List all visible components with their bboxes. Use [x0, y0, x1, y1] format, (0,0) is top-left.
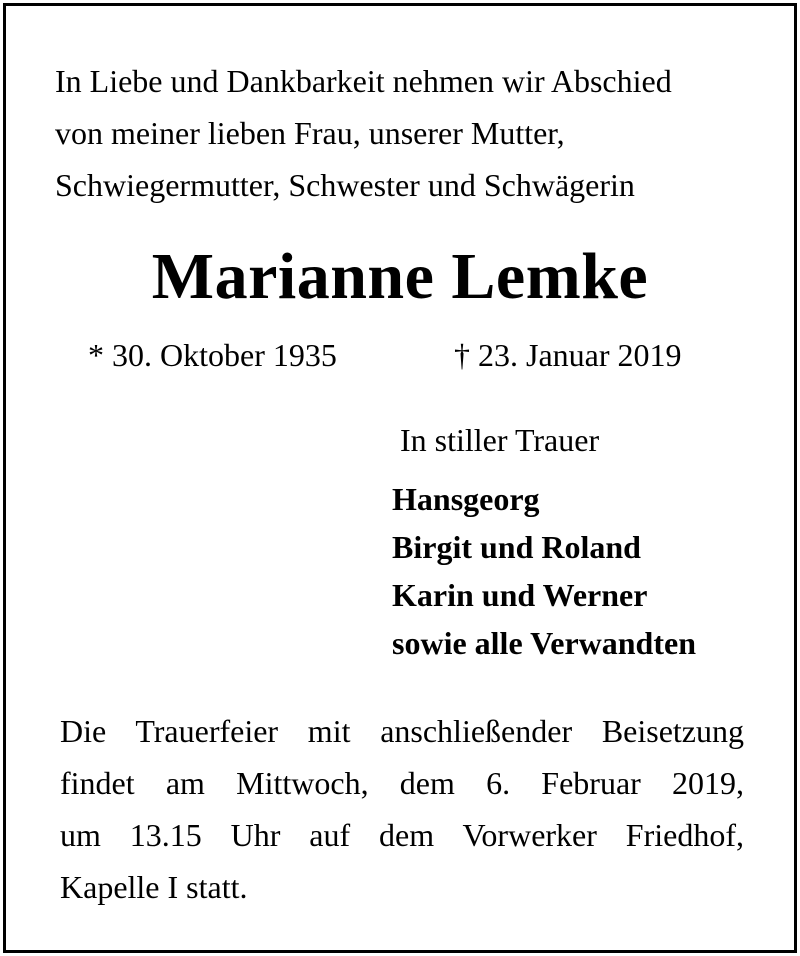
intro-line: von meiner lieben Frau, unserer Mutter, [55, 115, 565, 151]
intro-text [55, 55, 775, 211]
funeral-details [60, 705, 744, 913]
intro-line: Schwiegermutter, Schwester und Schwägerin [55, 167, 635, 203]
funeral-line: Die Trauerfeier mit anschließender Beisetzung [60, 713, 744, 749]
birth-date: * 30. Oktober 1935 [88, 337, 337, 373]
mourners-list [392, 475, 696, 667]
funeral-line: findet am Mittwoch, dem 6. Februar 2019, [60, 765, 744, 801]
mourning-heading: In stiller Trauer [400, 422, 600, 458]
mourner-name: Hansgeorg [392, 481, 540, 517]
mourner-name: Birgit und Roland [392, 529, 641, 565]
mourner-name: sowie alle Verwandten [392, 625, 696, 661]
funeral-line: Kapelle I statt. [60, 869, 248, 905]
intro-line: In Liebe und Dankbarkeit nehmen wir Abschied [55, 63, 672, 99]
funeral-line: um 13.15 Uhr auf dem Vorwerker Friedhof, [60, 817, 744, 853]
death-date: † 23. Januar 2019 [454, 337, 682, 373]
deceased-name: Marianne Lemke [151, 240, 649, 313]
mourner-name: Karin und Werner [392, 577, 648, 613]
